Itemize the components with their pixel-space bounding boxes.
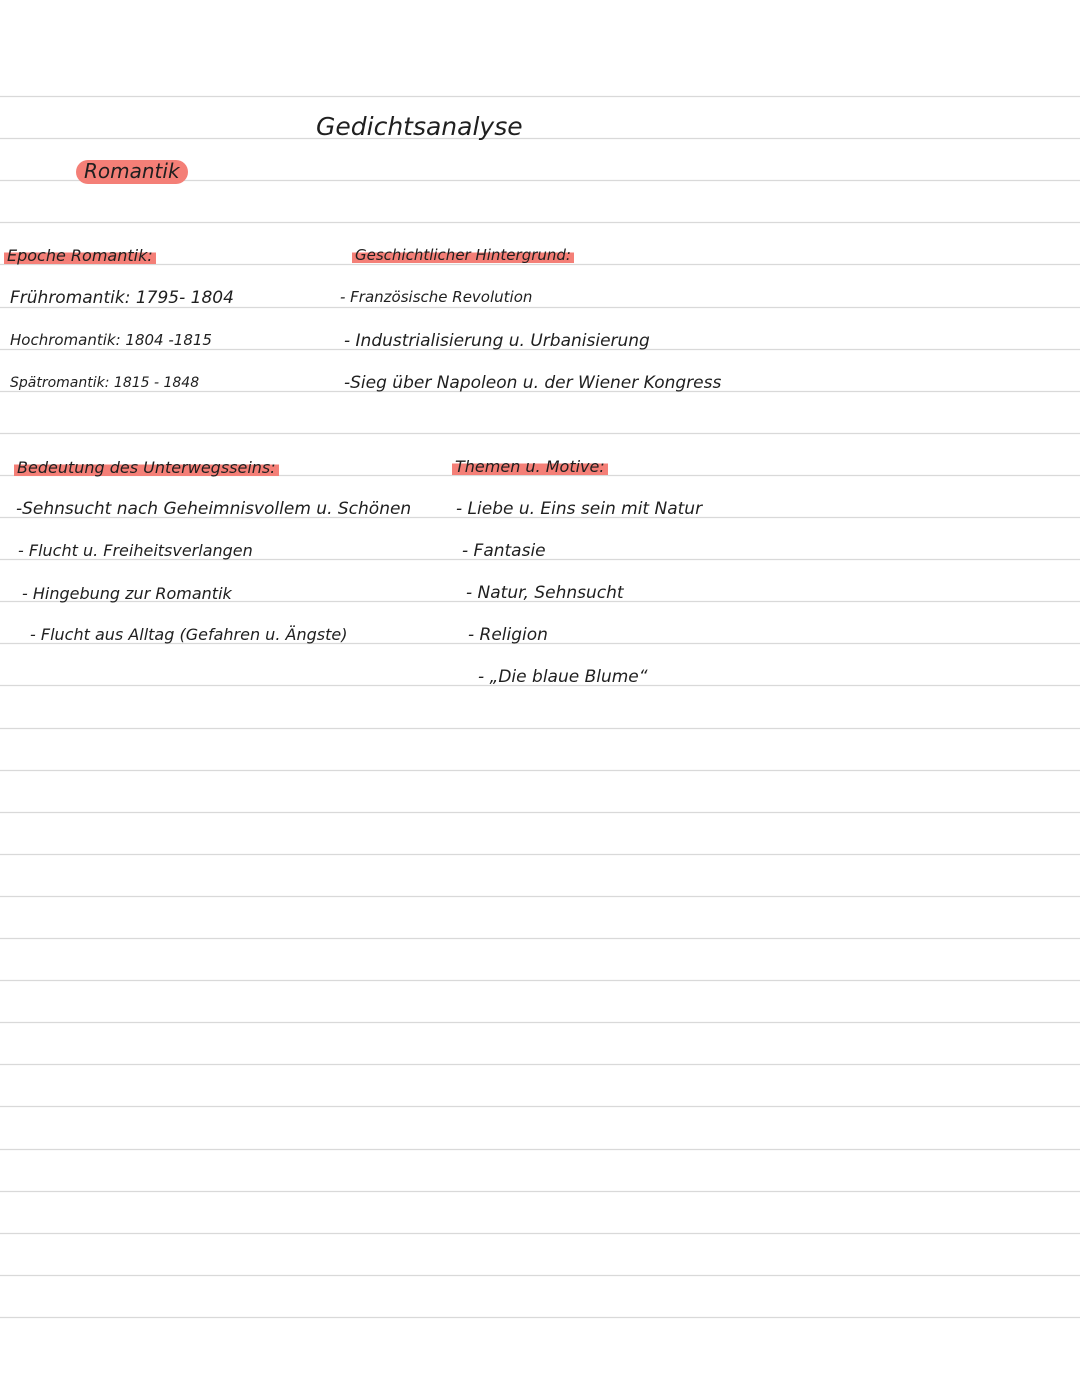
epoche-item: Hochromantik: 1804 -1815 — [10, 331, 212, 349]
themen-item: - „Die blaue Blume“ — [478, 667, 648, 687]
hintergrund-item: -Sieg über Napoleon u. der Wiener Kongress — [344, 373, 722, 393]
bedeutung-item: - Hingebung zur Romantik — [22, 584, 232, 603]
themen-item: - Natur, Sehnsucht — [466, 583, 624, 603]
epoche-heading — [4, 248, 156, 264]
epoche-heading-text: Epoche Romantik: — [4, 246, 156, 265]
bedeutung-item: - Flucht u. Freiheitsverlangen — [18, 541, 253, 560]
themen-item: - Religion — [468, 625, 548, 645]
bedeutung-item: - Flucht aus Alltag (Gefahren u. Ängste) — [30, 625, 348, 644]
hintergrund-item: - Industrialisierung u. Urbanisierung — [344, 331, 650, 351]
topic-label: Romantik — [84, 159, 180, 183]
bedeutung-heading — [14, 460, 279, 476]
epoche-item: Spätromantik: 1815 - 1848 — [10, 375, 200, 391]
themen-item: - Fantasie — [462, 541, 546, 561]
hintergrund-item: - Französische Revolution — [340, 288, 533, 306]
bedeutung-heading-text: Bedeutung des Unterwegsseins: — [14, 458, 279, 477]
topic-badge — [76, 160, 188, 184]
bedeutung-item: -Sehnsucht nach Geheimnisvollem u. Schönen — [16, 499, 412, 519]
hintergrund-heading-text: Geschichtlicher Hintergrund: — [352, 246, 574, 264]
hintergrund-heading — [352, 248, 574, 263]
themen-heading-text: Themen u. Motive: — [452, 457, 608, 476]
epoche-item: Frühromantik: 1795- 1804 — [10, 288, 234, 308]
themen-item: - Liebe u. Eins sein mit Natur — [456, 499, 703, 519]
themen-heading — [452, 459, 608, 475]
page-title: Gedichtsanalyse — [316, 112, 523, 141]
